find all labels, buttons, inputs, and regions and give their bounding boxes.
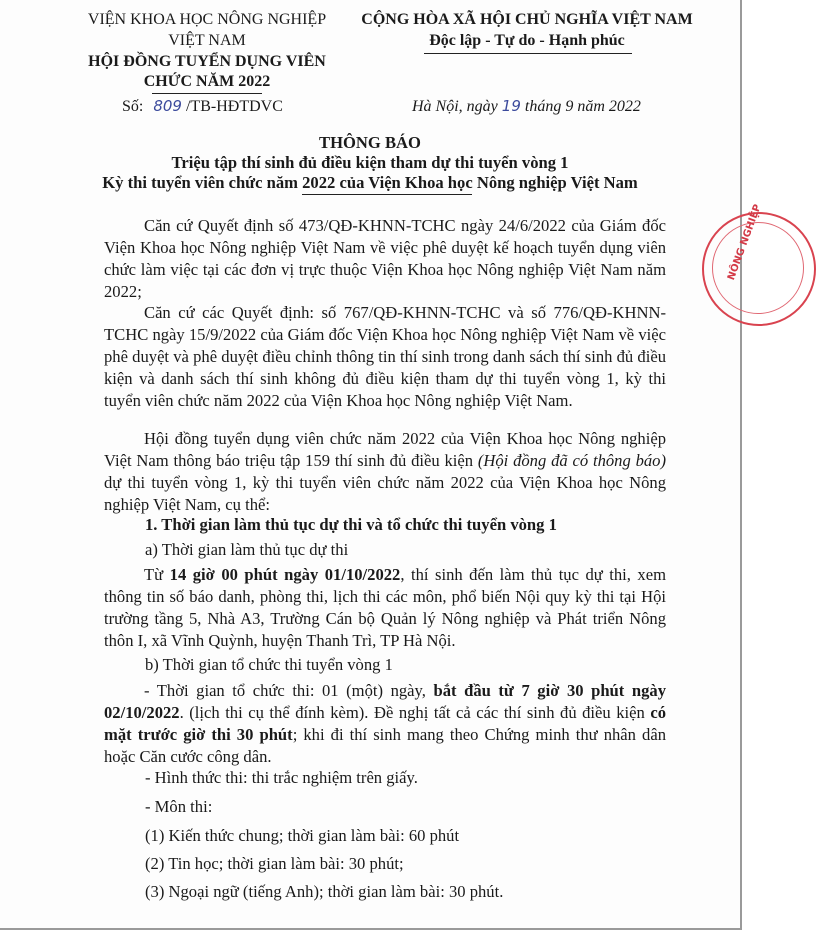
- item-a-heading: a) Thời gian làm thủ tục dự thi: [145, 540, 349, 559]
- item-b-heading: b) Thời gian tổ chức thi tuyển vòng 1: [145, 655, 393, 674]
- paragraph-legal-basis-1: [104, 215, 666, 303]
- date-suffix: tháng 9 năm 2022: [524, 98, 641, 115]
- p2-text: Căn cứ các Quyết định: số 767/QĐ-KHNN-TCHC và số 776/QĐ-KHNN-TCHC ngày 15/9/2022 của Giám đốc Viện Khoa học Nông nghiệp Việt Nam về việc phê duyệt và phê duyệt điều chỉnh thông tin thí sinh trong danh sách thí sinh đủ điều kiện và danh sách thí sinh không đủ điều kiện tham dự thi tuyển vòng 1, kỳ thi tuyển viên chức năm 2022 của Viện Khoa học Nông nghiệp Việt Nam.: [104, 303, 666, 410]
- p4-bold: 14 giờ 00 phút ngày 01/10/2022: [169, 565, 401, 584]
- document-number: [122, 96, 283, 117]
- subject-1: (1) Kiến thức chung; thời gian làm bài: 60 phút: [145, 826, 460, 845]
- notice-subtitle-1: Triệu tập thí sinh đủ điều kiện tham dự thi tuyển vòng 1: [171, 153, 569, 172]
- number-prefix: Số:: [122, 98, 144, 115]
- number-handwritten: 809: [153, 97, 182, 115]
- notice-subtitle-2: Kỳ thi tuyển viên chức năm 2022 của Viện Khoa học Nông nghiệp Việt Nam: [102, 173, 638, 192]
- p4-text-a: Từ: [144, 565, 164, 584]
- council-name-line1: HỘI ĐỒNG TUYỂN DỤNG VIÊN: [88, 53, 326, 70]
- p1-text: Căn cứ Quyết định số 473/QĐ-KHNN-TCHC ngày 24/6/2022 của Giám đốc Viện Khoa học Nông nghiệp Việt Nam về việc phê duyệt kế hoạch tuyển dụng viên chức làm việc tại các đơn vị trực thuộc Viện Khoa học Nông nghiệp Việt Nam năm 2022;: [104, 216, 666, 301]
- seal-text: NÔNG NGHIỆP: [726, 203, 764, 282]
- p3-text-b: dự thi tuyển vòng 1, kỳ thi tuyển viên chức năm 2022 của Viện Khoa học Nông nghiệp Việt Nam, cụ thể:: [104, 473, 666, 514]
- p5-text-b: . (lịch thi cụ thể đính kèm). Đề nghị tất cả các thí sinh đủ điều kiện: [179, 703, 645, 722]
- p5-bold-1: bắt đầu từ 7 giờ 30 phút ngày 02/10/2022: [104, 681, 666, 722]
- number-suffix: /TB-HĐTDVC: [185, 98, 283, 115]
- date-day-handwritten: 19: [501, 97, 521, 115]
- date-prefix: Hà Nội, ngày: [412, 98, 498, 115]
- paragraph-legal-basis-2: [104, 302, 666, 412]
- left-header-underline: [152, 93, 262, 94]
- p4-text-b: , thí sinh đến làm thủ tục dự thi, xem thông tin số báo danh, phòng thi, lịch thi các môn, phổ biến Nội quy kỳ thi tại Hội trường tầng 5, Nhà A3, Trường Cán bộ Quản lý Nông nghiệp và Phát triển Nông thôn I, xã Vĩnh Quỳnh, huyện Thanh Trì, TP Hà Nội.: [104, 565, 666, 650]
- title-underline: [302, 194, 472, 195]
- subject-2: (2) Tin học; thời gian làm bài: 30 phút;: [145, 854, 404, 873]
- motto-underline: [424, 53, 632, 54]
- official-seal-stamp: [702, 203, 816, 326]
- subject-3: (3) Ngoại ngữ (tiếng Anh); thời gian làm bài: 30 phút.: [145, 882, 504, 901]
- notice-title: THÔNG BÁO: [319, 133, 421, 152]
- exam-form-line: - Hình thức thi: thi trắc nghiệm trên giấy.: [145, 768, 418, 787]
- paragraph-announcement: [104, 428, 666, 516]
- p3-italic: (Hội đồng đã có thông báo): [477, 451, 667, 470]
- motto: Độc lập - Tự do - Hạnh phúc: [429, 32, 625, 49]
- issue-date: [412, 96, 641, 117]
- p3-text-a: Hội đồng tuyển dụng viên chức năm 2022 của Viện Khoa học Nông nghiệp Việt Nam thông báo triệu tập 159 thí sinh đủ điều kiện: [104, 429, 666, 470]
- council-name-line2: CHỨC NĂM 2022: [143, 73, 271, 90]
- section-1-heading: 1. Thời gian làm thủ tục dự thi và tổ chức thi tuyển vòng 1: [145, 515, 557, 534]
- paragraph-procedure-time: [104, 564, 666, 652]
- org-name-line1: VIỆN KHOA HỌC NÔNG NGHIỆP: [87, 11, 327, 28]
- p5-bold-2: có mặt trước giờ thi 30 phút: [104, 703, 666, 744]
- paragraph-exam-time: [104, 680, 666, 768]
- exam-subjects-line: - Môn thi:: [145, 797, 213, 816]
- country-name: CỘNG HÒA XÃ HỘI CHỦ NGHĨA VIỆT NAM: [361, 11, 693, 28]
- p5-text-a: - Thời gian tổ chức thi: 01 (một) ngày,: [144, 681, 426, 700]
- p5-text-c: ; khi đi thí sinh mang theo Chứng minh thư nhân dân hoặc Căn cước công dân.: [104, 725, 666, 766]
- seal-inner-ring: [712, 222, 804, 314]
- org-name-line2: VIỆT NAM: [168, 32, 246, 49]
